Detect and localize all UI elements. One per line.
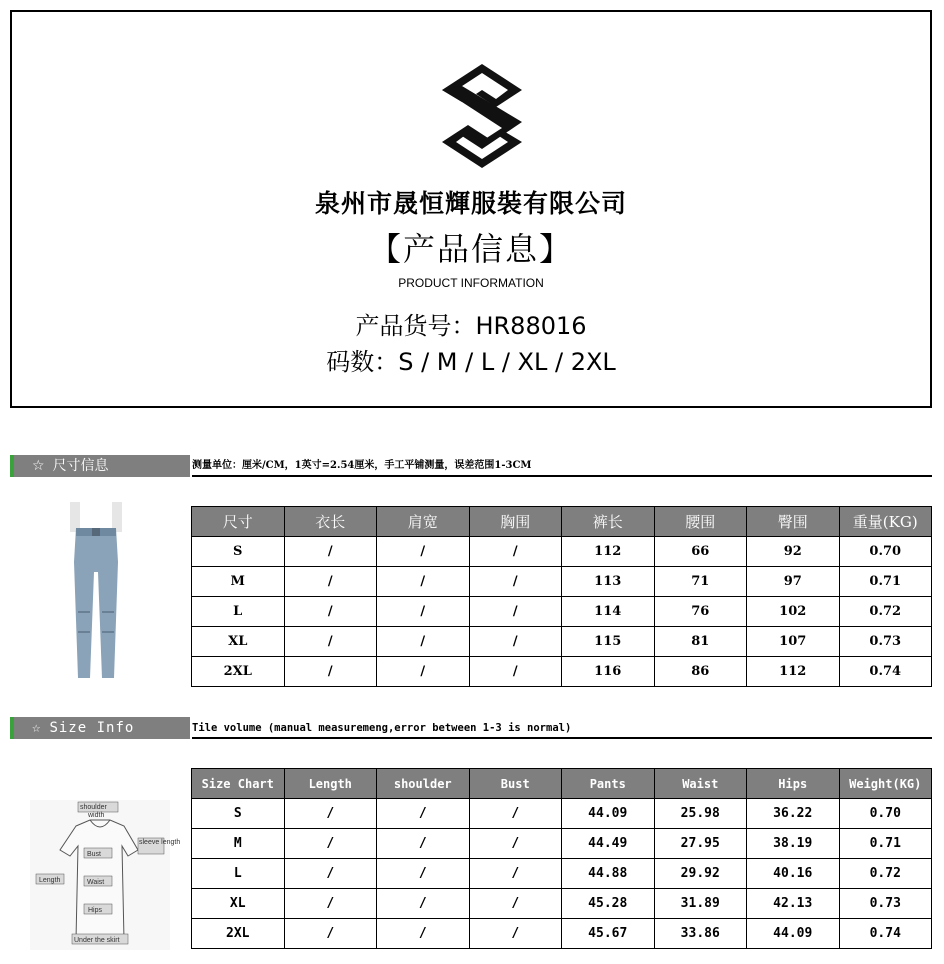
table-cell: 44.49 <box>562 829 655 859</box>
logo-icon <box>436 60 528 172</box>
table-cell: M <box>192 567 285 597</box>
table-cell: / <box>469 537 562 567</box>
table-row <box>192 567 932 597</box>
table-cell: 45.28 <box>562 889 655 919</box>
table-cell: 113 <box>562 567 655 597</box>
table-cell: / <box>469 597 562 627</box>
col-header: 重量(KG) <box>839 507 932 537</box>
table-cell: / <box>377 919 470 949</box>
table-row <box>192 597 932 627</box>
table-row <box>192 537 932 567</box>
jeans-image <box>62 502 130 684</box>
diagram-label-bust: Bust <box>87 851 102 858</box>
section-label-cn: 尺寸信息 <box>52 458 109 474</box>
table-cell: 81 <box>654 627 747 657</box>
table-cell: / <box>469 829 562 859</box>
col-header: Size Chart <box>192 769 285 799</box>
col-header: 臀围 <box>747 507 840 537</box>
table-cell: / <box>469 889 562 919</box>
table-cell: / <box>469 799 562 829</box>
table-cell: 76 <box>654 597 747 627</box>
col-header: Waist <box>654 769 747 799</box>
diagram-label-length: Length <box>39 877 61 884</box>
table-cell: 27.95 <box>654 829 747 859</box>
diagram-label-under: Under the skirt <box>74 937 120 944</box>
table-cell: 112 <box>747 657 840 687</box>
table-cell: XL <box>192 889 285 919</box>
product-info-panel <box>10 10 932 408</box>
table-cell: 44.09 <box>747 919 840 949</box>
table-cell: / <box>469 859 562 889</box>
table-cell: 44.88 <box>562 859 655 889</box>
table-cell: / <box>284 799 377 829</box>
measurement-note-en: Tile volume (manual measuremeng,error between 1-3 is normal) <box>192 717 932 739</box>
diagram-label-sleeve: sleeve length <box>139 839 181 846</box>
table-cell: L <box>192 859 285 889</box>
table-row <box>192 799 932 829</box>
table-cell: / <box>377 829 470 859</box>
table-cell: / <box>284 537 377 567</box>
table-cell: / <box>377 799 470 829</box>
table-cell: 0.71 <box>839 829 932 859</box>
info-subtitle: PRODUCT INFORMATION <box>398 276 544 290</box>
table-cell: 115 <box>562 627 655 657</box>
size-table-cn <box>191 506 932 687</box>
table-cell: 2XL <box>192 919 285 949</box>
diagram-label-shoulder: shoulder <box>80 804 107 811</box>
table-row <box>192 657 932 687</box>
table-cell: / <box>377 889 470 919</box>
star-icon: ☆ <box>32 458 45 474</box>
table-cell: 86 <box>654 657 747 687</box>
table-cell: 0.74 <box>839 919 932 949</box>
table-cell: 0.70 <box>839 537 932 567</box>
col-header: Hips <box>747 769 840 799</box>
table-cell: 92 <box>747 537 840 567</box>
table-cell: 0.71 <box>839 567 932 597</box>
size-table-en <box>191 768 932 949</box>
table-row <box>192 919 932 949</box>
col-header: 衣长 <box>284 507 377 537</box>
diagram-label-waist: Waist <box>87 879 105 886</box>
table-row <box>192 889 932 919</box>
table-cell: 0.74 <box>839 657 932 687</box>
section-header-cn <box>10 455 190 477</box>
table-header-row <box>192 769 932 799</box>
table-cell: 0.72 <box>839 597 932 627</box>
col-header: 胸围 <box>469 507 562 537</box>
col-header: shoulder <box>377 769 470 799</box>
table-cell: 66 <box>654 537 747 567</box>
garment-diagram <box>30 800 181 950</box>
company-name: 泉州市晟恒輝服裝有限公司 <box>314 189 627 218</box>
size-range: 码数：S / M / L / XL / 2XL <box>326 348 616 376</box>
table-cell: 40.16 <box>747 859 840 889</box>
table-cell: / <box>377 657 470 687</box>
table-cell: 102 <box>747 597 840 627</box>
table-cell: 0.72 <box>839 859 932 889</box>
table-cell: 45.67 <box>562 919 655 949</box>
table-cell: / <box>284 889 377 919</box>
table-cell: 112 <box>562 537 655 567</box>
table-cell: / <box>469 657 562 687</box>
table-cell: 0.70 <box>839 799 932 829</box>
col-header: Pants <box>562 769 655 799</box>
col-header: Weight(KG) <box>839 769 932 799</box>
table-cell: / <box>284 657 377 687</box>
table-cell: / <box>377 597 470 627</box>
diagram-label-hips: Hips <box>88 907 103 914</box>
table-cell: L <box>192 597 285 627</box>
table-row <box>192 829 932 859</box>
product-code: 产品货号：HR88016 <box>355 312 587 340</box>
measurement-note-cn: 测量单位：厘米/CM，1英寸=2.54厘米，手工平铺测量，误差范围1-3CM <box>192 455 932 477</box>
col-header: 尺寸 <box>192 507 285 537</box>
section-label-en: Size Info <box>49 720 135 736</box>
table-cell: / <box>284 829 377 859</box>
star-icon: ☆ <box>32 720 42 736</box>
table-cell: / <box>284 859 377 889</box>
table-cell: 97 <box>747 567 840 597</box>
col-header: 腰围 <box>654 507 747 537</box>
table-cell: 44.09 <box>562 799 655 829</box>
table-cell: 38.19 <box>747 829 840 859</box>
table-cell: / <box>469 919 562 949</box>
table-cell: / <box>284 627 377 657</box>
table-row <box>192 627 932 657</box>
table-cell: S <box>192 799 285 829</box>
info-title: 【产品信息】 <box>368 230 573 268</box>
col-header: 裤长 <box>562 507 655 537</box>
table-cell: 33.86 <box>654 919 747 949</box>
table-cell: 36.22 <box>747 799 840 829</box>
table-cell: 116 <box>562 657 655 687</box>
table-cell: 71 <box>654 567 747 597</box>
table-cell: / <box>377 537 470 567</box>
table-cell: / <box>469 567 562 597</box>
table-cell: / <box>377 859 470 889</box>
table-cell: 29.92 <box>654 859 747 889</box>
table-cell: / <box>469 627 562 657</box>
col-header: 肩宽 <box>377 507 470 537</box>
table-cell: 2XL <box>192 657 285 687</box>
section-header-en <box>10 717 190 739</box>
table-cell: XL <box>192 627 285 657</box>
table-cell: 107 <box>747 627 840 657</box>
table-cell: 0.73 <box>839 627 932 657</box>
diagram-label-width: width <box>88 812 105 819</box>
table-cell: / <box>377 567 470 597</box>
table-header-row <box>192 507 932 537</box>
table-cell: S <box>192 537 285 567</box>
table-cell: 31.89 <box>654 889 747 919</box>
col-header: Bust <box>469 769 562 799</box>
table-cell: / <box>284 919 377 949</box>
table-cell: 25.98 <box>654 799 747 829</box>
table-row <box>192 859 932 889</box>
table-cell: M <box>192 829 285 859</box>
table-cell: / <box>284 597 377 627</box>
table-cell: / <box>284 567 377 597</box>
col-header: Length <box>284 769 377 799</box>
table-cell: 114 <box>562 597 655 627</box>
table-cell: 0.73 <box>839 889 932 919</box>
table-cell: / <box>377 627 470 657</box>
table-cell: 42.13 <box>747 889 840 919</box>
